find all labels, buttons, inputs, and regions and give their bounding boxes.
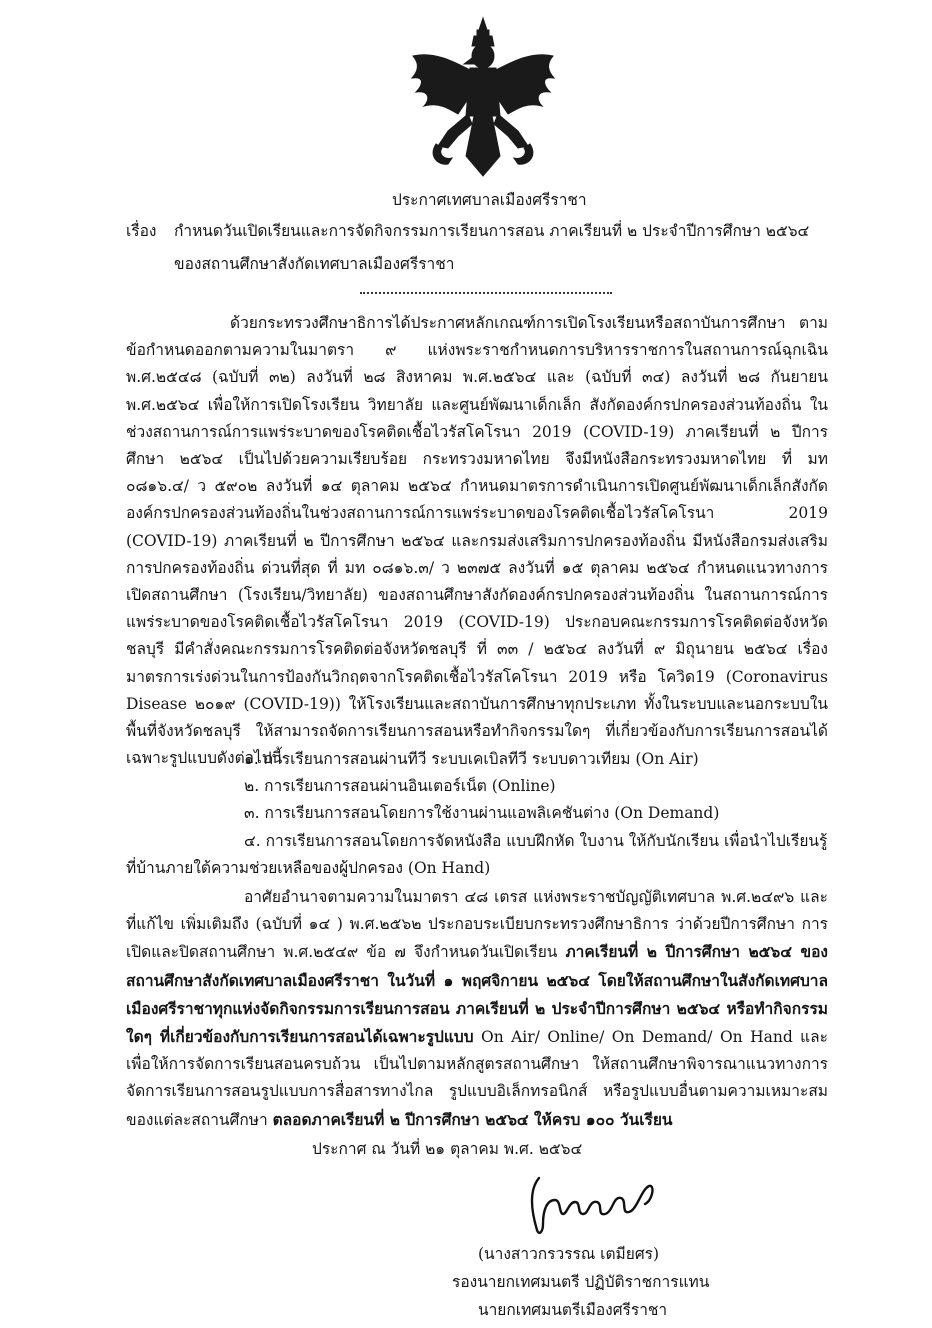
list-item-4-line-2: ที่บ้านภายใต้ความช่วยเหลือของผู้ปกครอง (On Hand): [126, 858, 491, 877]
list-item: ๓. การเรียนการสอนโดยการใช้งานผ่านแอพลิเคชันต่าง (On Demand): [244, 804, 720, 823]
signature-icon: [525, 1170, 665, 1242]
subject-label: เรื่อง: [126, 222, 157, 240]
paragraph-2-bold-text: ภาคเรียนที่ ๒ ปีการศึกษา ๒๕๖๔ ของสถานศึกษาสังกัดเทศบาลเมืองศรีราชา ในวันที่ ๑ พฤศจิกายน ๒๕๖๔ โดยให้สถานศึกษาในสังกัดเทศบาลเมืองศรีราชาทุกแห่งจัดกิจกรรมการเรียนการสอน ภาคเรียนที่ ๒ ประจำปีการศึกษา ๒๕๖๔ หรือทำกิจกรรมใดๆ ที่เกี่ยวข้องกับการเรียนการสอนได้เฉพาะรูปแบบ: [126, 942, 828, 1047]
subject-line-1: กำหนดวันเปิดเรียนและการจัดกิจกรรมการเรียนการสอน ภาคเรียนที่ ๒ ประจำปีการศึกษา ๒๕๖๔: [174, 222, 810, 240]
subject-line-2: ของสถานศึกษาสังกัดเทศบาลเมืองศรีราชา: [174, 255, 455, 273]
signer-name: (นางสาวกรวรรณ เตมียศร): [478, 1245, 660, 1263]
signer-position-2: นายกเทศมนตรีเมืองศรีราชา: [478, 1301, 668, 1319]
dotted-divider: [360, 292, 612, 294]
dateline: ประกาศ ณ วันที่ ๒๑ ตุลาคม พ.ศ. ๒๕๖๔: [312, 1140, 583, 1158]
garuda-emblem-icon: [408, 16, 558, 181]
signer-position-1: รองนายกเทศมนตรี ปฏิบัติราชการแทน: [452, 1273, 710, 1291]
paragraph-2: [126, 884, 828, 1134]
paragraph-2-bold-text-2: ตลอดภาคเรียนที่ ๒ ปีการศึกษา ๒๕๖๔ ให้ครบ ๑๐๐ วันเรียน: [272, 1109, 673, 1129]
paragraph-1: ด้วยกระทรวงศึกษาธิการได้ประกาศหลักเกณฑ์การเปิดโรงเรียนหรือสถาบันการศึกษา ตามข้อกำหนดออกตามความในมาตรา ๙ แห่งพระราชกำหนดการบริหารราชการในสถานการณ์ฉุกเฉิน พ.ศ.๒๕๔๘ (ฉบับที่ ๓๒) ลงวันที่ ๒๘ สิงหาคม พ.ศ.๒๕๖๔ และ (ฉบับที่ ๓๔) ลงวันที่ ๒๘ กันยายน พ.ศ.๒๕๖๔ เพื่อให้การเปิดโรงเรียน วิทยาลัย และศูนย์พัฒนาเด็กเล็ก สังกัดองค์กรปกครองส่วนท้องถิ่น ในช่วงสถานการณ์การแพร่ระบาดของโรคติดเชื้อไวรัสโคโรนา 2019 (COVID-19) ภาคเรียนที่ ๒ ปีการศึกษา ๒๕๖๔ เป็นไปด้วยความเรียบร้อย กระทรวงมหาดไทย จึงมีหนังสือกระทรวงมหาดไทย ที่ มท ๐๘๑๖.๔/ ว ๕๙๐๒ ลงวันที่ ๑๔ ตุลาคม ๒๕๖๔ กำหนดมาตรการดำเนินการเปิดศูนย์พัฒนาเด็กเล็กสังกัดองค์กรปกครองส่วนท้องถิ่นในช่วงสถานการณ์การแพร่ระบาดของโรคติดเชื้อไวรัสโคโรนา 2019 (COVID-19) ภาคเรียนที่ ๒ ปีการศึกษา ๒๕๖๔ และกรมส่งเสริมการปกครองท้องถิ่น มีหนังสือกรมส่งเสริมการปกครองท้องถิ่น ด่วนที่สุด ที่ มท ๐๘๑๖.๓/ ว ๒๓๗๕ ลงวันที่ ๑๕ ตุลาคม ๒๕๖๔ กำหนดแนวทางการเปิดสถานศึกษา (โรงเรียน/วิทยาลัย) ของสถานศึกษาสังกัดองค์กรปกครองส่วนท้องถิ่น ในสถานการณ์การแพร่ระบาดของโรคติดเชื้อไวรัสโคโรนา 2019 (COVID-19) ประกอบคณะกรรมการโรคติดต่อจังหวัดชลบุรี มีคำสั่งคณะกรรมการโรคติดต่อจังหวัดชลบุรี ที่ ๓๓ / ๒๕๖๔ ลงวันที่ ๙ มิถุนายน ๒๕๖๔ เรื่อง มาตรการเร่งด่วนในการป้องกันวิกฤตจากโรคติดเชื้อไวรัสโคโรนา 2019 หรือ โควิด19 (Coronavirus Disease ๒๐๑๙ (COVID-19)) ให้โรงเรียนและสถาบันการศึกษาทุกประเภท ทั้งในระบบและนอกระบบในพื้นที่จังหวัดชลบุรี ให้สามารถจัดการเรียนการสอนหรือทำกิจกรรมใดๆ ที่เกี่ยวข้องกับการเรียนการสอนได้เฉพาะรูปแบบดังต่อไปนี้: [126, 314, 828, 768]
format-list: [126, 746, 828, 882]
list-item: ๒. การเรียนการสอนผ่านอินเตอร์เน็ต (Online): [244, 777, 556, 796]
announcement-title: ประกาศเทศบาลเมืองศรีราชา: [392, 191, 587, 209]
list-item-4-line-1: ๔. การเรียนการสอนโดยการจัดหนังสือ แบบฝึกหัด ใบงาน ให้กับนักเรียน เพื่อนำไปเรียนรู้: [244, 831, 828, 850]
paragraph-2-text: อาศัยอำนาจตามความในมาตรา ๔๘ เตรส แห่งพระราชบัญญัติเทศบาล พ.ศ.๒๔๙๖ และที่แก้ไข เพิ่มเติมถึง (ฉบับที่ ๑๔ ) พ.ศ.๒๕๖๒ ประกอบระเบียบกระทรวงศึกษาธิการ ว่าด้วยปีการศึกษา การเปิดและปิดสถานศึกษา พ.ศ.๒๕๔๙ ข้อ ๗ จึงกำหนดวันเปิดเรียน: [126, 888, 828, 962]
paragraph-2-text-2: On Air/ Online/ On Demand/ On Hand และเพื่อให้การจัดการเรียนสอนครบถ้วน เป็นไปตามหลักสูตรสถานศึกษา ให้สถานศึกษาพิจารณาแนวทางการจัดการเรียนการสอนรูปแบบการสื่อสารทางไกล รูปแบบอิเล็กทรอนิกส์ หรือรูปแบบอื่นตามความเหมาะสมของแต่ละสถานศึกษา: [126, 1028, 828, 1129]
list-item: ๑. การเรียนการสอนผ่านทีวี ระบบเคเบิลทีวี ระบบดาวเทียม (On Air): [244, 750, 699, 768]
